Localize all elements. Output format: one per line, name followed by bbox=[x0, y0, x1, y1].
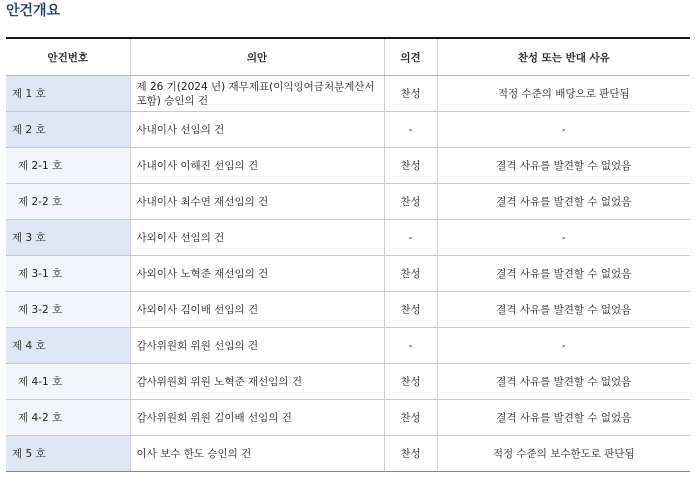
reason-cell: 결격 사유를 발견할 수 없었음 bbox=[437, 184, 690, 220]
table-row bbox=[6, 328, 690, 364]
reason-cell: 결격 사유를 발견할 수 없었음 bbox=[437, 256, 690, 292]
reason-cell: 적정 수준의 보수한도로 판단됨 bbox=[437, 436, 690, 472]
agenda-title-cell: 감사위원회 위원 김이배 선임의 건 bbox=[130, 400, 384, 436]
opinion-cell: 찬성 bbox=[384, 400, 437, 436]
reason-cell: 적정 수준의 배당으로 판단됨 bbox=[437, 76, 690, 112]
agenda-title-cell: 사외이사 선임의 건 bbox=[130, 220, 384, 256]
reason-cell: 결격 사유를 발견할 수 없었음 bbox=[437, 400, 690, 436]
agenda-title-cell: 사내이사 선임의 건 bbox=[130, 112, 384, 148]
table-row bbox=[6, 256, 690, 292]
agenda-number-cell: 제 2-2 호 bbox=[6, 184, 130, 220]
table-row bbox=[6, 292, 690, 328]
opinion-cell: 찬성 bbox=[384, 364, 437, 400]
agenda-number-cell: 제 4-2 호 bbox=[6, 400, 130, 436]
reason-cell: 결격 사유를 발견할 수 없었음 bbox=[437, 148, 690, 184]
table-row bbox=[6, 436, 690, 472]
opinion-cell: 찬성 bbox=[384, 292, 437, 328]
agenda-title-cell: 사외이사 노혁준 재선임의 건 bbox=[130, 256, 384, 292]
table-row bbox=[6, 364, 690, 400]
agenda-title-cell: 제 26 기(2024 년) 재무제표(이익잉여금처분계산서 포함) 승인의 건 bbox=[130, 76, 384, 112]
agenda-number-cell: 제 3-2 호 bbox=[6, 292, 130, 328]
agenda-number-cell: 제 4 호 bbox=[6, 328, 130, 364]
section-title: 안건개요 bbox=[6, 3, 61, 19]
agenda-number-cell: 제 4-1 호 bbox=[6, 364, 130, 400]
agenda-number-cell: 제 3-1 호 bbox=[6, 256, 130, 292]
table-row bbox=[6, 220, 690, 256]
agenda-title-cell: 이사 보수 한도 승인의 건 bbox=[130, 436, 384, 472]
table-row bbox=[6, 184, 690, 220]
table-row bbox=[6, 112, 690, 148]
opinion-cell: 찬성 bbox=[384, 256, 437, 292]
reason-cell: - bbox=[437, 112, 690, 148]
reason-cell: - bbox=[437, 220, 690, 256]
agenda-number-cell: 제 1 호 bbox=[6, 76, 130, 112]
header-opinion: 의견 bbox=[384, 38, 437, 76]
reason-cell: - bbox=[437, 328, 690, 364]
header-reason: 찬성 또는 반대 사유 bbox=[437, 38, 690, 76]
opinion-cell: - bbox=[384, 328, 437, 364]
opinion-cell: 찬성 bbox=[384, 184, 437, 220]
agenda-table bbox=[6, 37, 690, 472]
reason-cell: 결격 사유를 발견할 수 없었음 bbox=[437, 364, 690, 400]
agenda-number-cell: 제 5 호 bbox=[6, 436, 130, 472]
opinion-cell: - bbox=[384, 220, 437, 256]
table-row bbox=[6, 148, 690, 184]
agenda-title-cell: 사외이사 김이배 선임의 건 bbox=[130, 292, 384, 328]
agenda-title-cell: 사내이사 이해진 선임의 건 bbox=[130, 148, 384, 184]
agenda-number-cell: 제 3 호 bbox=[6, 220, 130, 256]
opinion-cell: 찬성 bbox=[384, 76, 437, 112]
agenda-number-cell: 제 2 호 bbox=[6, 112, 130, 148]
reason-cell: 결격 사유를 발견할 수 없었음 bbox=[437, 292, 690, 328]
opinion-cell: - bbox=[384, 112, 437, 148]
header-row bbox=[6, 38, 690, 76]
header-agenda: 의안 bbox=[130, 38, 384, 76]
header-number: 안건번호 bbox=[6, 38, 130, 76]
opinion-cell: 찬성 bbox=[384, 148, 437, 184]
agenda-title-cell: 감사위원회 위원 선임의 건 bbox=[130, 328, 384, 364]
table-row bbox=[6, 400, 690, 436]
table-row bbox=[6, 76, 690, 112]
agenda-title-cell: 사내이사 최수연 재선임의 건 bbox=[130, 184, 384, 220]
agenda-title-cell: 감사위원회 위원 노혁준 재선임의 건 bbox=[130, 364, 384, 400]
agenda-number-cell: 제 2-1 호 bbox=[6, 148, 130, 184]
opinion-cell: 찬성 bbox=[384, 436, 437, 472]
